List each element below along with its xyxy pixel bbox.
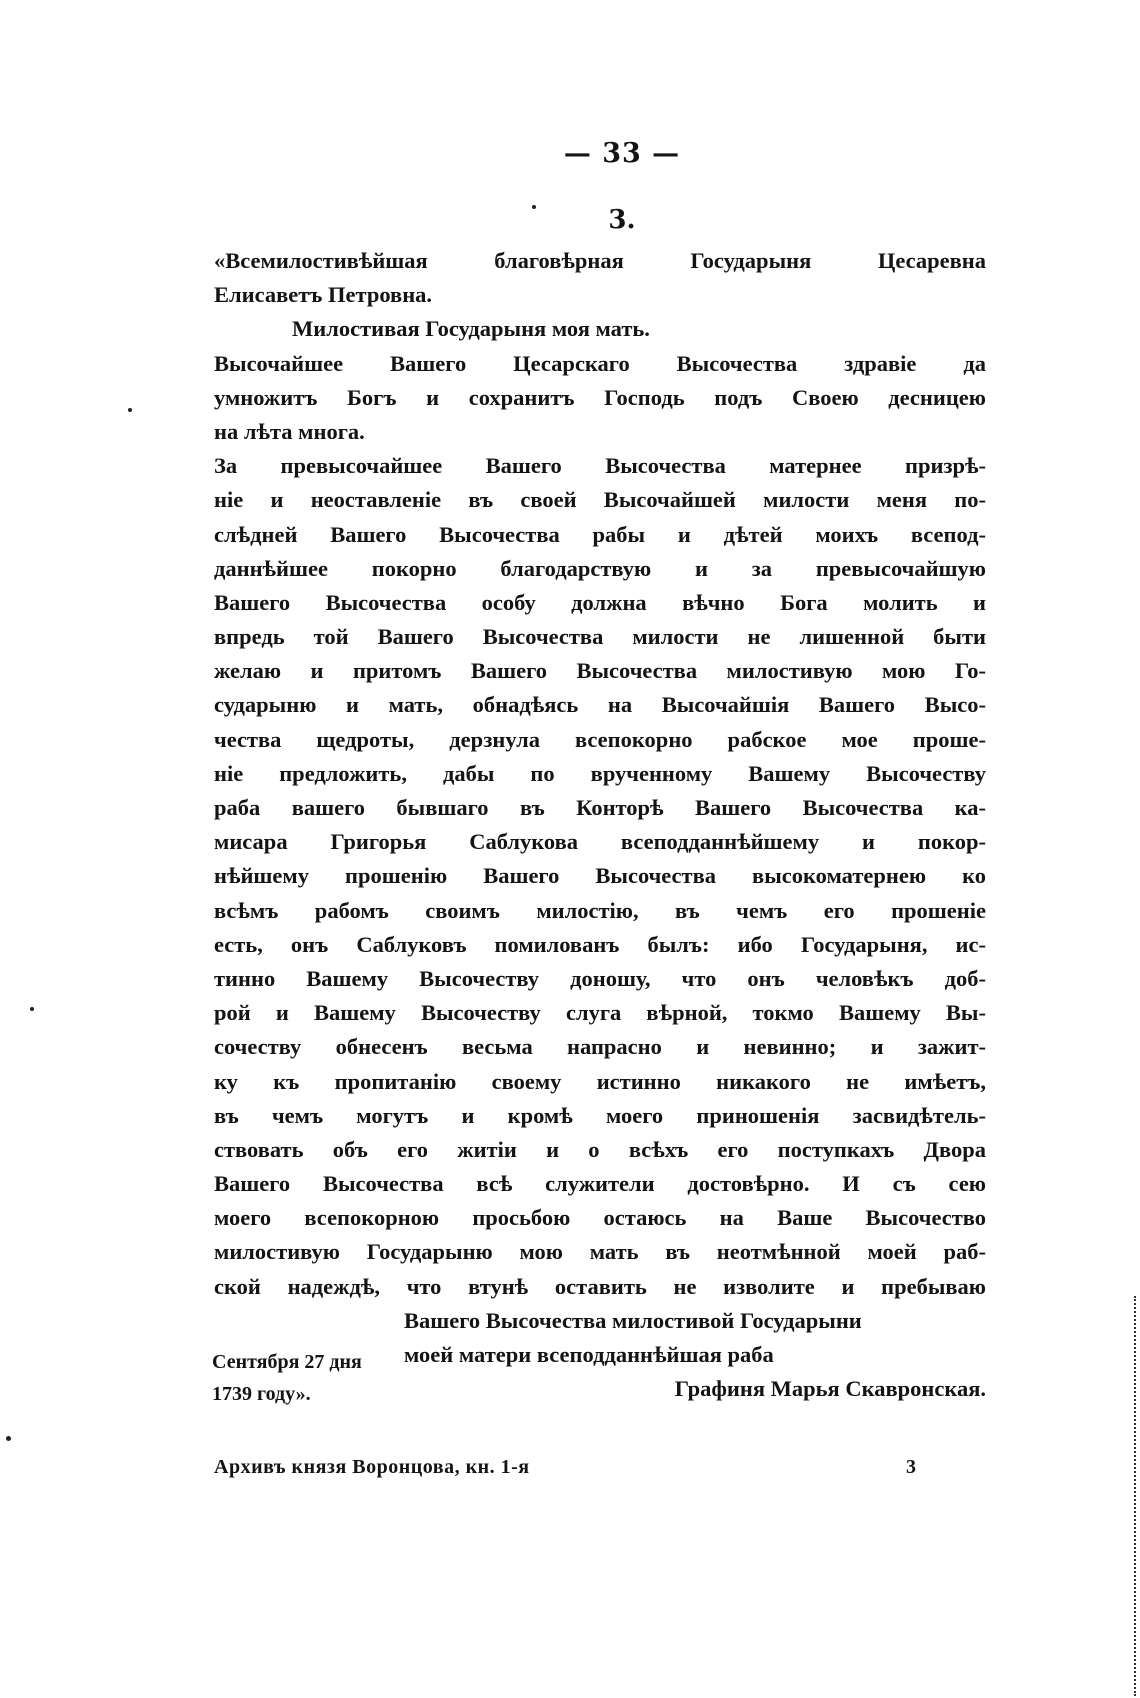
print-speck [128,408,132,412]
section-number-label: 3. [608,205,636,235]
text-line: сударыню и мать, обнадѣясь на Высочайшія Вашего Высо- [214,692,986,718]
text-line: Высочайшее Вашего Цесарскаго Высочества здравіе да [214,350,986,376]
text-line: впредь той Вашего Высочества милости не лишенной быти [214,624,986,650]
text-line: раба вашего бывшаго въ Конторѣ Вашего Высочества ка- [214,795,986,820]
footer-sheet-number: 3 [906,1456,916,1478]
text-line: въ чемъ могутъ и кромѣ моего приношенія засвидѣтель- [214,1102,986,1128]
text-line: есть, онъ Саблуковъ помилованъ былъ: ибо Государыня, ис- [214,931,986,957]
text-line: всѣмъ рабомъ своимъ милостію, въ чемъ его прошеніе [214,897,986,923]
print-speck [30,1007,34,1011]
print-speck [532,205,536,209]
text-line: ку къ пропитанію своему истинно никакого не имѣетъ, [214,1068,986,1094]
page-number: — 33 — [563,138,681,169]
closing-line: Вашего Высочества милостивой Государыни [404,1308,862,1333]
text-line: чества щедроты, дерзнула всепокорно рабское мое проше- [214,726,986,752]
page-number-header [0,138,1140,169]
text-line: «Всемилостивѣйшая благовѣрная Государыня Цесаревна [214,248,986,273]
letter-body [214,244,986,1304]
text-line: ніе и неоставленіе въ своей Высочайшей милости меня по- [214,487,986,513]
date-line: 1739 году». [212,1383,311,1405]
text-line: моего всепокорною просьбою остаюсь на Ваше Высочество [214,1205,986,1231]
print-speck [6,1436,11,1441]
page-edge-mark [1134,1296,1140,1696]
section-number [0,205,1140,235]
text-line: рой и Вашему Высочеству слуга вѣрной, токмо Вашему Вы- [214,1000,986,1026]
text-line: Елисаветъ Петровна. [214,282,433,308]
footer-source: Архивъ князя Воронцова, кн. 1-я [214,1456,530,1478]
text-line: слѣдней Вашего Высочества рабы и дѣтей моихъ всепод- [214,521,986,547]
text-line: Вашего Высочества всѣ служители достовѣрно. И съ сею [214,1171,986,1197]
closing-line: моей матери всеподданнѣйшая раба [404,1342,774,1367]
text-line: желаю и притомъ Вашего Высочества милостивую мою Го- [214,658,986,684]
text-line: тинно Вашему Высочеству доношу, что онъ человѣкъ доб- [214,965,986,991]
text-line: сочеству обнесенъ весьма напрасно и невинно; и зажит- [214,1034,986,1060]
text-line: ніе предложить, дабы по врученному Вашему Высочеству [214,760,986,786]
text-line: даннѣйшее покорно благодарствую и за превысочайшую [214,555,986,581]
date-line: Сентября 27 дня [212,1351,362,1373]
text-line: ской надеждѣ, что втунѣ оставить не изволите и пребываю [214,1273,986,1299]
text-line: Вашего Высочества особу должна вѣчно Бога молить и [214,589,986,615]
text-line: милостивую Государыню мою мать въ неотмѣнной моей раб- [214,1239,986,1265]
text-line: на лѣта многа. [214,418,365,444]
text-line: Милостивая Государыня моя мать. [292,316,650,342]
signature: Графиня Марья Скавронская. [674,1376,986,1401]
text-line: ствовать объ его житіи и о всѣхъ его поступкахъ Двора [214,1136,986,1162]
text-line: мисара Григорья Саблукова всеподданнѣйшему и покор- [214,829,986,855]
text-line: За превысочайшее Вашего Высочества матернее призрѣ- [214,453,986,479]
text-line: нѣйшему прошенію Вашего Высочества высокоматернею ко [214,863,986,889]
text-line: умножитъ Богъ и сохранитъ Господь подъ Своею десницею [214,384,986,410]
